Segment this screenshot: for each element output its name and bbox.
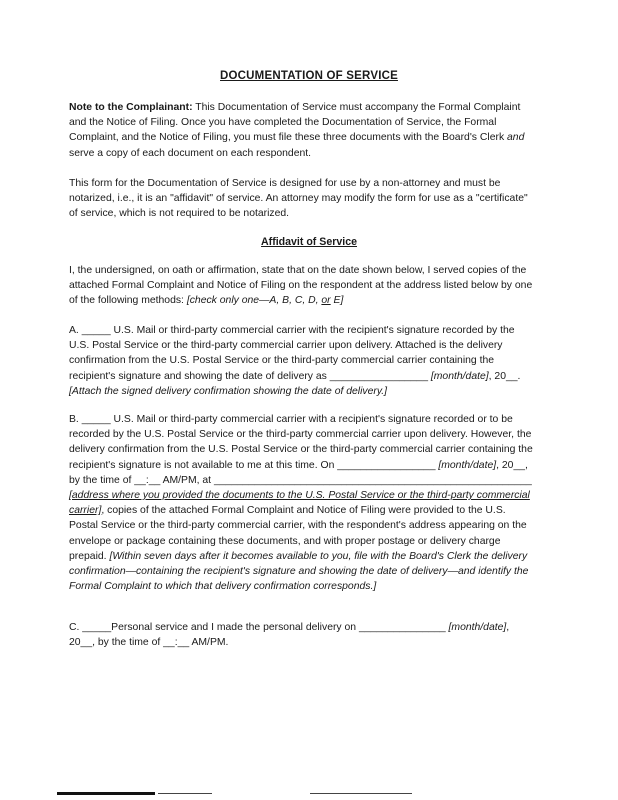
option-c-tail: , 20__, by the time of __:__ AM/PM. bbox=[69, 622, 510, 649]
form-usage-note: This form for the Documentation of Service is designed for use by a non-attorney and must be notarized, i.e., it is an "affidavit" of service. An attorney may modify the form for use as a "certificate" of service, which is not required to be notarized. bbox=[69, 178, 528, 220]
intro-instruction: [check only one—A, B, C, D, bbox=[186, 295, 322, 307]
option-b-time: , 20__, by the time of __:__ AM/PM, at _______________________________________________________ bbox=[69, 459, 532, 486]
option-b-text: U.S. Mail or third-party commercial carrier with a recipient's signature recorded or to be recorded by the U.S. Postal Service or the third-party commercial carrier upon delivery. However, the delivery confirmation from the U.S. Postal Service or the third-party commercial carrier containing the recipient's signature is not available to me at this time. On _________________ bbox=[69, 414, 533, 471]
footer-rule-left-thin bbox=[158, 793, 212, 794]
complainant-note bbox=[69, 100, 535, 161]
affidavit-intro bbox=[69, 263, 535, 309]
note-and-word: and bbox=[507, 132, 525, 144]
intro-instruction-or: or bbox=[321, 295, 331, 307]
option-c bbox=[69, 620, 535, 650]
option-b-address-hint: [address where you provided the documents to the U.S. Postal Service or the third-party commercial carrier] bbox=[69, 490, 530, 517]
footer-rule-right bbox=[310, 793, 412, 794]
option-b bbox=[69, 412, 535, 594]
footer-rule-left bbox=[57, 792, 155, 795]
note-body: This Documentation of Service must accompany the Formal Complaint and the Notice of Filing. Once you have completed the Documentation of Service, the Formal Complaint, and the Notice of Filing, you must file these three documents with the Board's Clerk bbox=[69, 102, 521, 144]
option-a-text: U.S. Mail or third-party commercial carrier with the recipient's signature recorded by the U.S. Postal Service or the third-party commercial carrier upon delivery. Attached is the delivery confirmation from the U.S. Postal Service or the third-party commercial carrier containing the recipient's signature and showing the date of delivery as _________________ bbox=[69, 325, 515, 382]
option-a-date-hint: [month/date] bbox=[430, 370, 489, 382]
option-a bbox=[69, 323, 535, 399]
option-c-date-hint: [month/date] bbox=[448, 622, 507, 633]
option-b-date-hint: [month/date] bbox=[438, 459, 497, 471]
option-a-instruction: [Attach the signed delivery confirmation showing the date of delivery.] bbox=[69, 385, 388, 397]
page-title: DOCUMENTATION OF SERVICE bbox=[220, 70, 398, 82]
option-a-label: A. _____ bbox=[69, 325, 114, 336]
intro-instruction-end: E] bbox=[330, 295, 344, 307]
option-a-year: , 20__. bbox=[488, 370, 521, 382]
intro-text: I, the undersigned, on oath or affirmation, state that on the date shown below, I served copies of the attached Formal Complaint and Notice of Filing on the respondent at the address listed below by one of the following methods: bbox=[69, 265, 533, 307]
note-lead: Note to the Complainant: bbox=[69, 102, 193, 113]
option-c-label: C. _____ bbox=[69, 622, 112, 633]
option-b-middle: , copies of the attached Formal Complaint and Notice of Filing were provided to the U.S. Postal Service or the third-party commercial carrier, with the respondent's address appearing on the envelope or package containing these documents, and with proper postage or delivery charge prepaid. bbox=[69, 505, 527, 562]
affidavit-title: Affidavit of Service bbox=[261, 236, 357, 248]
option-c-text: Personal service and I made the personal delivery on _______________ bbox=[111, 622, 449, 633]
note-tail: serve a copy of each document on each respondent. bbox=[69, 147, 312, 159]
option-b-instruction: [Within seven days after it becomes available to you, file with the Board's Clerk the delivery confirmation—containing the recipient's signature and showing the date of delivery—and identify the Formal Complaint to which that delivery confirmation corresponds.] bbox=[69, 550, 529, 593]
option-b-label: B. _____ bbox=[69, 414, 114, 425]
